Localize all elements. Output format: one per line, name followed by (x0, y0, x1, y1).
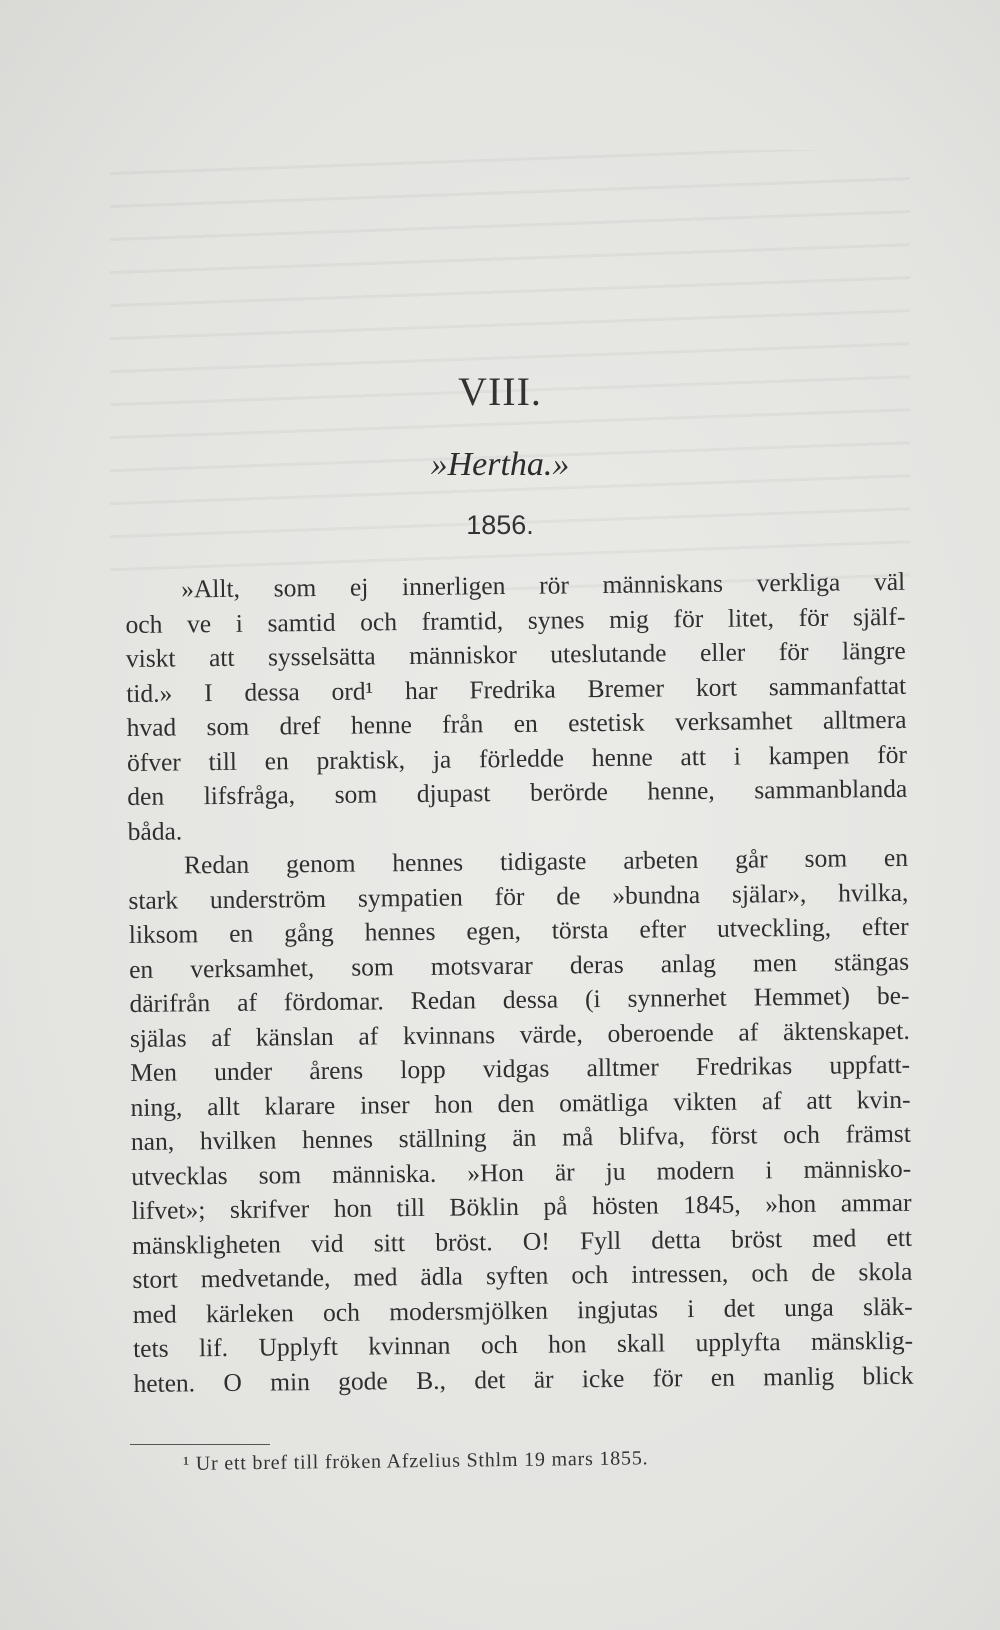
body-text (125, 565, 914, 1401)
text-line: båda. (127, 815, 183, 846)
chapter-year: 1856. (466, 510, 534, 540)
text-line: därifrån af fördomar. Redan dessa (i synnerhet Hemmet) be- (129, 980, 910, 1018)
text-line: tets lif. Upplyft kvinnan och hon skall upplyfta mänsklig- (132, 1325, 914, 1363)
text-line: stark underström sympatien för de »bundna själar», hvilka, (128, 877, 909, 915)
chapter-title: »Hertha.» (430, 446, 570, 483)
text-line: stort medvetande, med ädla syften och intressen, och de skola (132, 1256, 913, 1294)
text-line: hvad som dref henne från en estetisk verksamhet alltmera (126, 704, 907, 742)
chapter-number: VIII. (458, 369, 542, 414)
text-line: själas af känslan af kvinnans värde, oberoende af äktenskapet. (129, 1015, 910, 1053)
text-line: liksom en gång hennes egen, törsta efter utveckling, efter (128, 911, 909, 949)
text-line: tid.» I dessa ord¹ har Fredrika Bremer kort sammanfattat (126, 670, 907, 708)
text-line: Men under årens lopp vidgas alltmer Fredrikas uppfatt- (130, 1049, 911, 1087)
text-line: nan, hvilken hennes ställning än må blifva, först och främst (130, 1118, 911, 1156)
text-line: mänskligheten vid sitt bröst. O! Fyll detta bröst med ett (131, 1222, 913, 1260)
text-line: och ve i samtid och framtid, synes mig för litet, för själf- (125, 601, 906, 639)
text-line: ning, allt klarare inser hon den omätliga vikten af att kvin- (130, 1084, 911, 1122)
text-line: heten. O min gode B., det är icke för en manlig blick (133, 1360, 914, 1398)
text-line: en verksamhet, som motsvarar deras anlag men stängas (128, 946, 910, 984)
text-line: Redan genom hennes tidigaste arbeten går som en (183, 842, 909, 880)
text-line: utvecklas som människa. »Hon är ju modern i människo- (131, 1153, 912, 1191)
text-line: med kärleken och modersmjölken ingjutas i det unga släk- (132, 1291, 913, 1329)
footnote (183, 1442, 803, 1478)
text-line: »Allt, som ej innerligen rör människans verkliga väl (181, 566, 906, 604)
footnote-text: Ur ett bref till fröken Afzelius Sthlm 19 mars 1855. (195, 1447, 649, 1475)
text-line: den lifsfråga, som djupast berörde henne, sammanblanda (127, 773, 908, 811)
text-line: öfver till en praktisk, ja förledde henne att i kampen för (126, 739, 907, 777)
text-line: lifvet»; skrifver hon till Böklin på hösten 1845, »hon ammar (131, 1187, 912, 1225)
footnote-marker: ¹ (183, 1452, 191, 1475)
text-line: viskt att sysselsätta människor uteslutande eller för längre (125, 635, 906, 673)
footnote-divider (130, 1444, 270, 1445)
